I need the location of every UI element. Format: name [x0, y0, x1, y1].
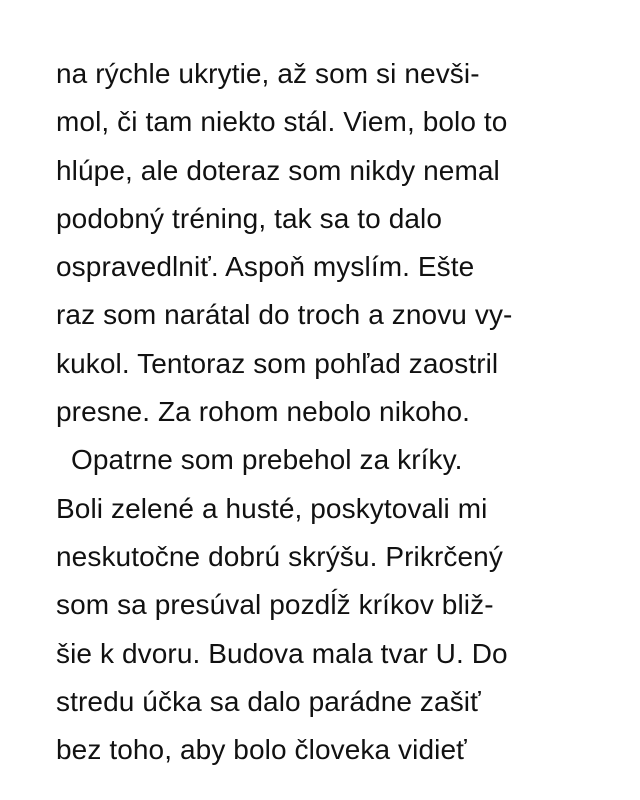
text-line-8: presne. Za rohom nebolo nikoho.: [56, 396, 471, 428]
text-line-6: raz som narátal do troch a znovu vy-: [56, 299, 513, 331]
text-line-13: šie k dvoru. Budova mala tvar U. Do: [56, 637, 508, 669]
text-line-14: stredu účka sa dalo parádne zašiť: [56, 685, 481, 717]
text-line-1: na rýchle ukrytie, až som si nevši-: [56, 58, 480, 89]
text-line-15: bez toho, aby bolo človeka vidieť: [56, 734, 467, 766]
text-line-10: Boli zelené a husté, poskytovali mi: [56, 492, 488, 524]
paragraph-start-line: Opatrne som prebehol za kríky.: [71, 444, 463, 476]
text-line-7: kukol. Tentoraz som pohľad zaostril: [56, 347, 499, 379]
text-line-11: neskutočne dobrú skrýšu. Prikrčený: [56, 540, 503, 572]
body-text: [56, 50, 596, 774]
text-line-12: som sa presúval pozdĺž kríkov bliž-: [56, 589, 494, 621]
text-line-5: ospravedlniť. Aspoň myslím. Ešte: [56, 251, 475, 283]
text-line-3: hlúpe, ale doteraz som nikdy nemal: [56, 154, 500, 186]
text-line-2: mol, či tam niekto stál. Viem, bolo to: [56, 106, 508, 138]
text-line-4: podobný tréning, tak sa to dalo: [56, 202, 443, 234]
